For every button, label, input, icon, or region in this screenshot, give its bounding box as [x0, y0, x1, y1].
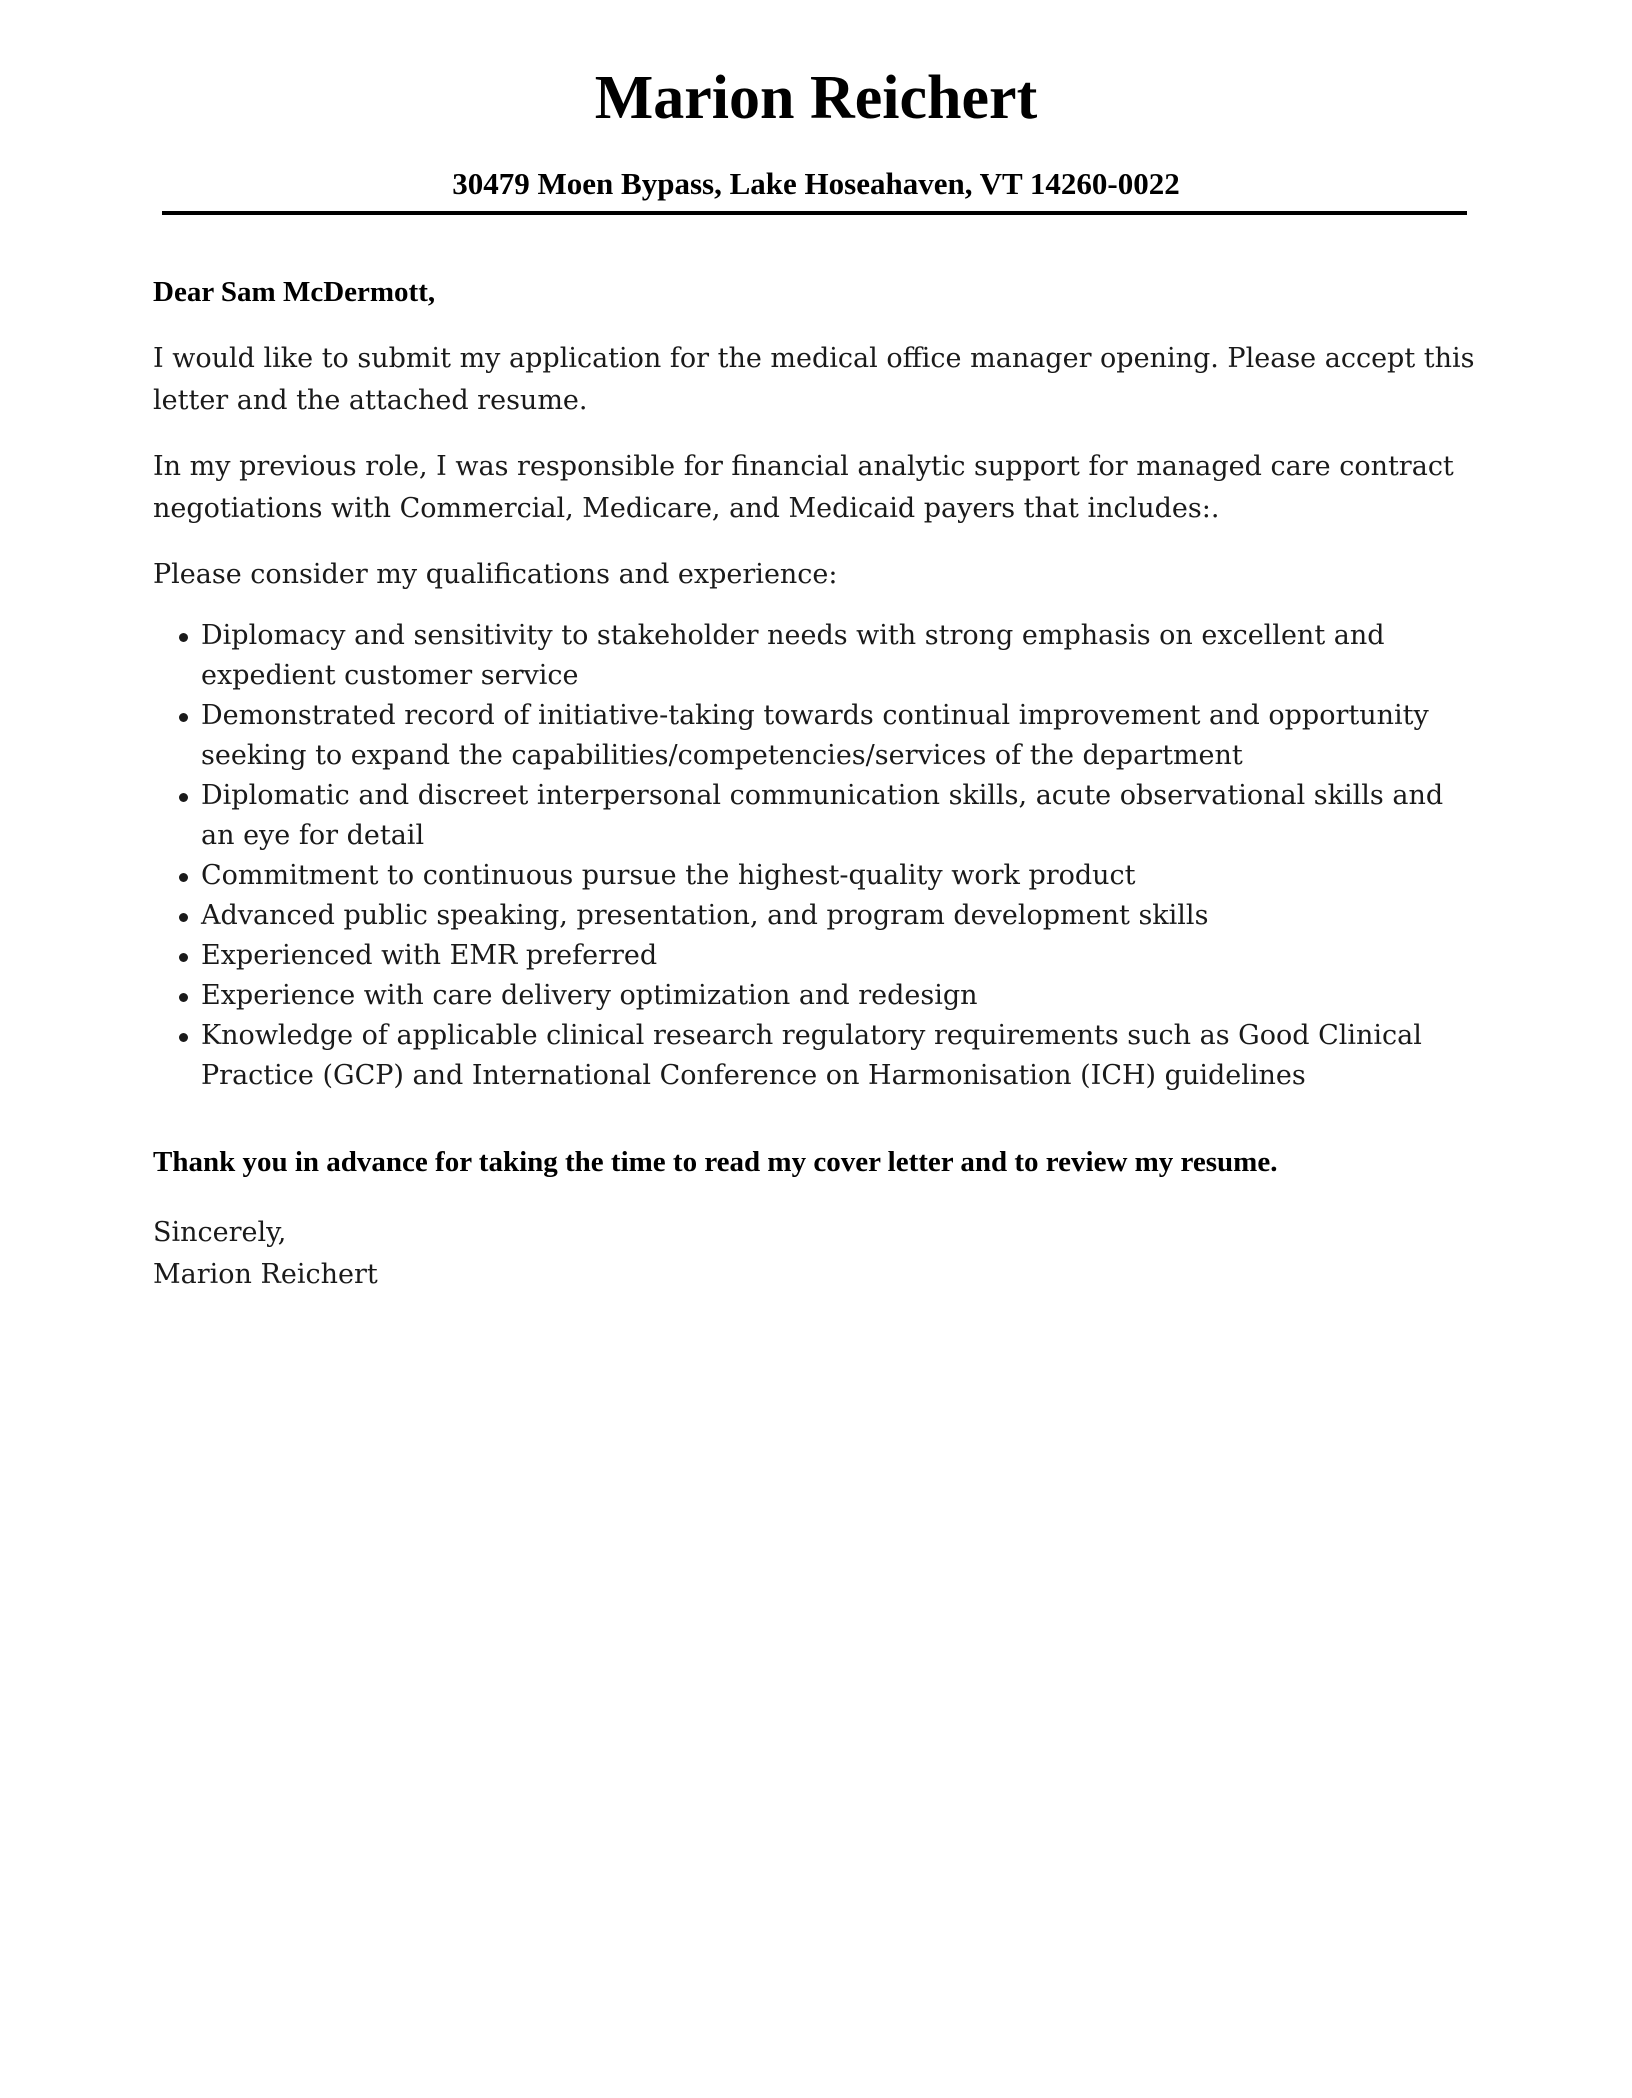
bullet-icon — [179, 953, 188, 962]
list-item — [153, 616, 1478, 696]
salutation: Dear Sam McDermott, — [153, 276, 436, 308]
signoff-block — [153, 1212, 1478, 1296]
bullet-icon — [179, 873, 188, 882]
list-item-text: Demonstrated record of initiative-taking towards continual improvement and opportunity seeking to expand the capabilities/competencies/services of the department — [201, 700, 1429, 771]
bullet-icon — [179, 1033, 188, 1042]
bullet-icon — [179, 993, 188, 1002]
intro-paragraph: I would like to submit my application for the medical office manager opening. Please accept this letter and the attached resume. — [153, 343, 1475, 416]
closing-statement: Thank you in advance for taking the time to read my cover letter and to review my resume. — [153, 1146, 1278, 1178]
qualifications-intro: Please consider my qualifications and experience: — [153, 559, 838, 590]
list-item-text: Experience with care delivery optimization and redesign — [201, 980, 978, 1011]
header-divider — [162, 211, 1467, 215]
list-item — [153, 696, 1478, 776]
bullet-icon — [179, 713, 188, 722]
signature-name: Marion Reichert — [153, 1259, 378, 1290]
list-item-text: Advanced public speaking, presentation, and program development skills — [201, 900, 1209, 931]
applicant-address: 30479 Moen Bypass, Lake Hoseahaven, VT 14260-0022 — [452, 166, 1180, 201]
list-item — [153, 1016, 1478, 1096]
applicant-name: Marion Reichert — [594, 64, 1038, 132]
list-item-text: Knowledge of applicable clinical research regulatory requirements such as Good Clinical Practice (GCP) and International Conference on Harmonisation (ICH) guidelines — [201, 1020, 1422, 1091]
list-item — [153, 776, 1478, 856]
list-item — [153, 976, 1478, 1016]
qualifications-list — [153, 616, 1478, 1096]
list-item — [153, 856, 1478, 896]
list-item — [153, 936, 1478, 976]
bullet-icon — [179, 793, 188, 802]
list-item-text: Diplomacy and sensitivity to stakeholder needs with strong emphasis on excellent and expedient customer service — [201, 620, 1385, 691]
bullet-icon — [179, 633, 188, 642]
list-item — [153, 896, 1478, 936]
list-item-text: Diplomatic and discreet interpersonal communication skills, acute observational skills and an eye for detail — [201, 780, 1444, 851]
letter-body — [153, 272, 1478, 1296]
list-item-text: Commitment to continuous pursue the highest-quality work product — [201, 860, 1136, 891]
signoff: Sincerely, — [153, 1217, 287, 1248]
list-item-text: Experienced with EMR preferred — [201, 940, 658, 971]
bullet-icon — [179, 913, 188, 922]
experience-paragraph: In my previous role, I was responsible for financial analytic support for managed care contract negotiations with Commercial, Medicare, and Medicaid payers that includes:. — [153, 451, 1454, 524]
